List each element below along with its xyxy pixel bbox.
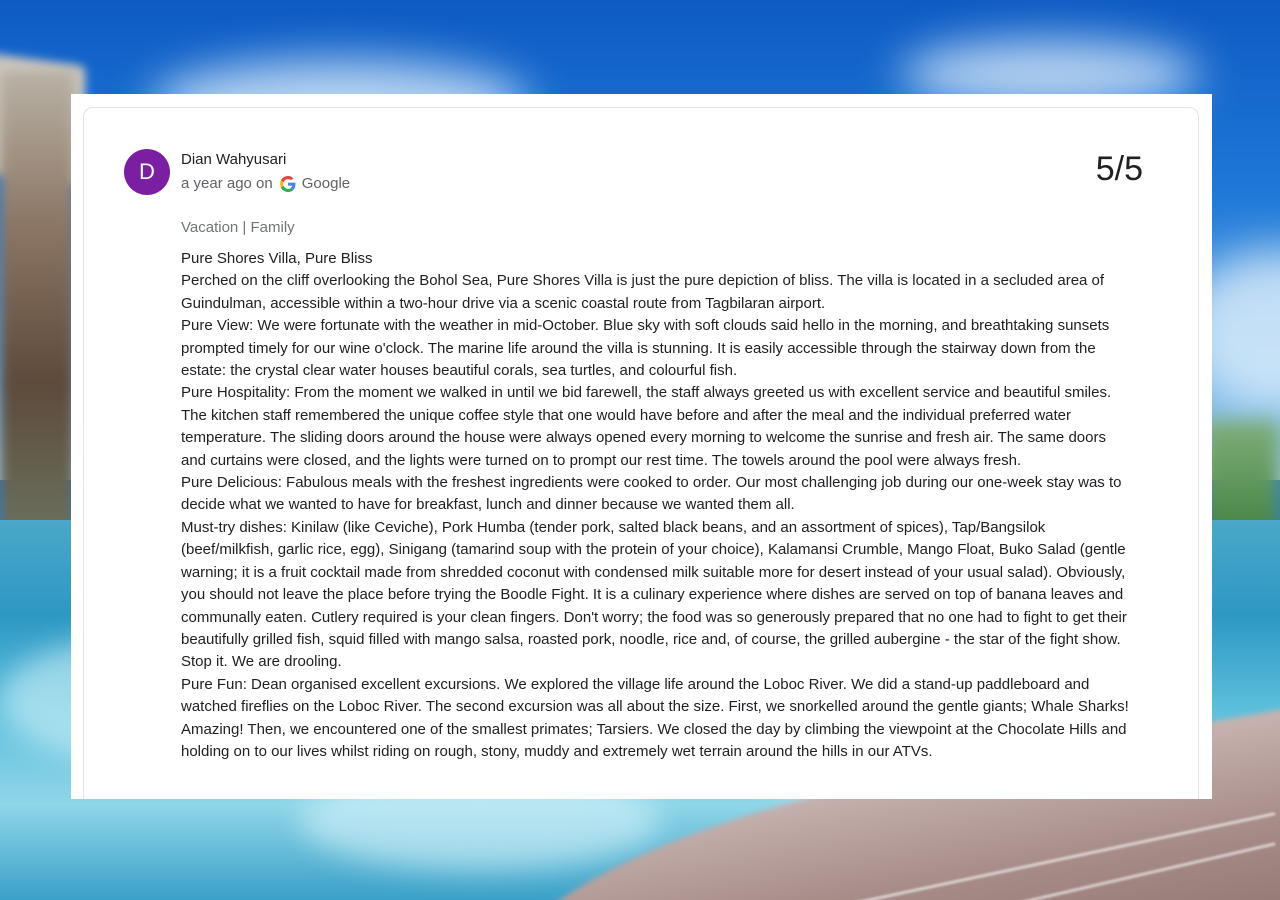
avatar[interactable]: D	[124, 149, 170, 195]
review-time: a year ago on	[181, 175, 273, 192]
review-panel	[71, 94, 1212, 799]
review-paragraph: Pure View: We were fortunate with the weather in mid-October. Blue sky with soft clouds said hello in the morning, and breathtaking sunsets prompted timely for our wine o'clock. The marine life around the villa is stunning. It is easily accessible through the stairway down from the estate: the crystal clear water houses beautiful corals, sea turtles, and colourful fish.	[181, 317, 1110, 380]
review-source: Google	[301, 175, 351, 192]
review-paragraph: Must-try dishes: Kinilaw (like Ceviche), Pork Humba (tender pork, salted black beans, and an assortment of spices), Tap/Bangsilok (beef/milkfish, garlic rice, egg), Sinigang (tamarind soup with the protein of your choice), Kalamansi Crumble, Mango Float, Buko Salad (gentle warning; it is a fruit cocktail made from shredded coconut with condensed milk suitable more for desert instead of your usual salad). Obviously, you should not leave the place before trying the Boodle Fight. It is a culinary experience where dishes are served on top of banana leaves and communally eaten. Cutlery required is your clean fingers. Don't worry; the food was so generously prepared that no one had to fight to get their beautifully grilled fish, squid filled with mango salsa, roasted pork, noodle, rice and, of course, the grilled aubergine - the star of the fight show. Stop it. We are drooling.	[181, 518, 1127, 671]
review-paragraph: Perched on the cliff overlooking the Bohol Sea, Pure Shores Villa is just the pure depiction of bliss. The villa is located in a secluded area of Guindulman, accessible within a two-hour drive via a scenic coastal route from Tagbilaran airport.	[181, 272, 1105, 312]
review-paragraph: Pure Fun: Dean organised excellent excursions. We explored the village life around the Loboc River. We did a stand-up paddleboard and watched fireflies on the Loboc River. The second excursion was all about the size. First, we snorkelled around the gentle giants; Whale Sharks! Amazing! Then, we encountered one of the smallest primates; Tarsiers. We closed the day by climbing the viewpoint at the Chocolate Hills and holding on to our lives whilst riding on rough, stony, muddy and extremely wet terrain around the hills in our ATVs.	[181, 675, 1129, 760]
review-card	[83, 107, 1199, 799]
rating-score: 5/5	[1095, 150, 1143, 188]
review-paragraph: Pure Hospitality: From the moment we walked in until we bid farewell, the staff always greeted us with excellent service and beautiful smiles. The kitchen staff remembered the unique coffee style that one would have before and after the meal and the individual preferred water temperature. The sliding doors around the house were always opened every morning to welcome the sunrise and fresh air. The same doors and curtains were closed, and the lights were turned on to prompt our rest time. The towels around the pool were always fresh.	[181, 384, 1112, 469]
review-meta	[181, 175, 350, 192]
reviewer-name[interactable]: Dian Wahyusari	[181, 151, 287, 168]
review-title: Pure Shores Villa, Pure Bliss	[181, 250, 373, 267]
google-g-icon	[280, 176, 296, 192]
building	[0, 70, 75, 590]
review-body	[181, 248, 1131, 763]
review-paragraph: Pure Delicious: Fabulous meals with the freshest ingredients were cooked to order. Our most challenging job during our one-week stay was to decide what we wanted to have for breakfast, lunch and dinner because we wanted them all.	[181, 474, 1122, 514]
trip-tags: Vacation | Family	[181, 219, 295, 236]
